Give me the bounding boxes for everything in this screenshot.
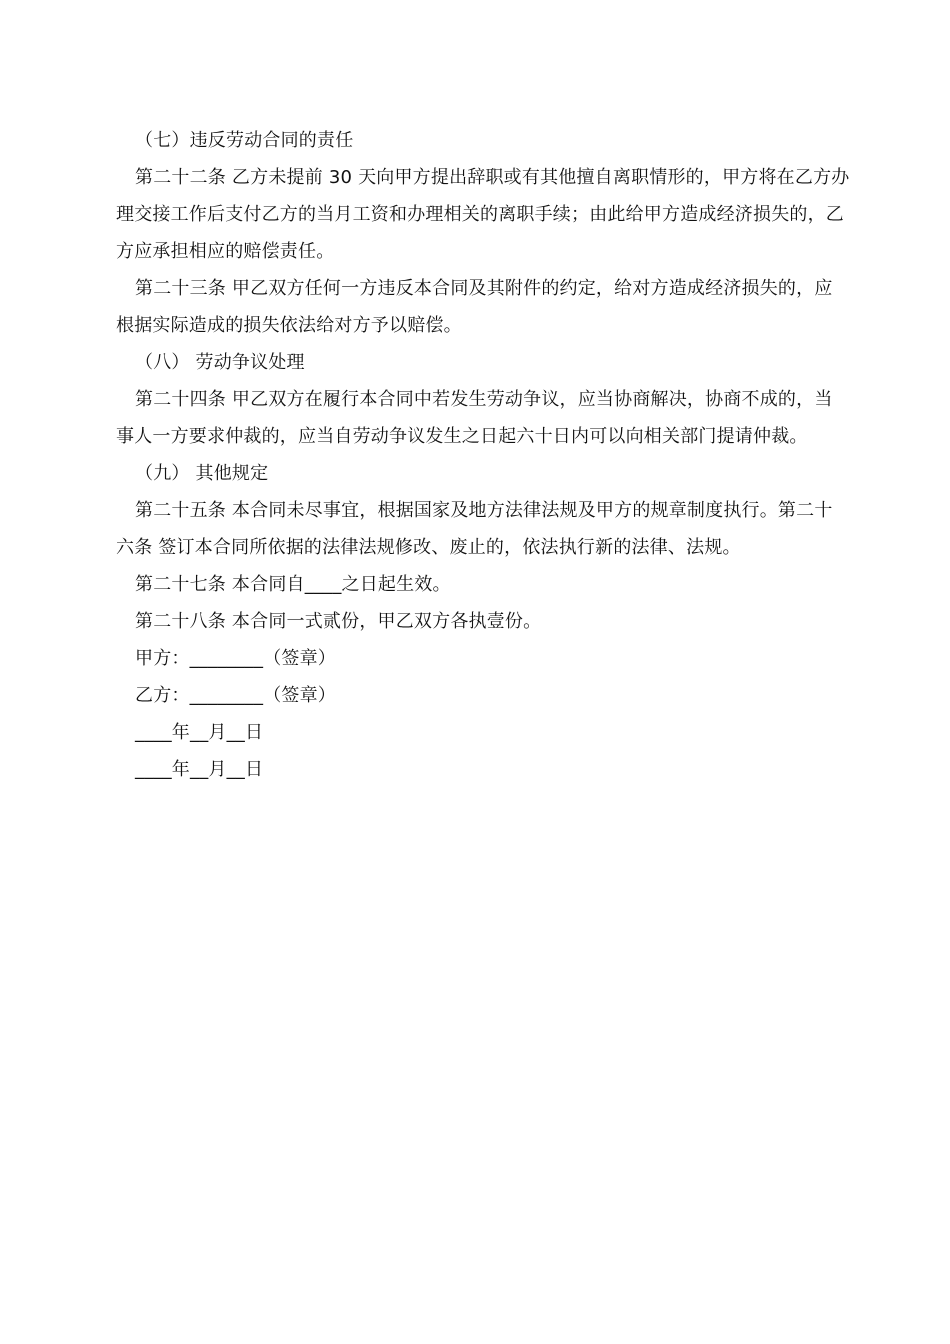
article-25-26: 第二十五条 本合同未尽事宜，根据国家及地方法律法规及甲方的规章制度执行。第二十六条 签订本合同所依据的法律法规修改、废止的，依法执行新的法律、法规。 bbox=[116, 500, 833, 558]
article-22: 第二十二条 乙方未提前 30 天向甲方提出辞职或有其他擅自离职情形的，甲方将在乙方办理交接工作后支付乙方的当月工资和办理相关的离职手续；由此给甲方造成经济损失的，乙方应承担相应的赔偿责任。 bbox=[116, 167, 850, 262]
article-27: 第二十七条 本合同自____之日起生效。 bbox=[135, 574, 451, 595]
article-24: 第二十四条 甲乙双方在履行本合同中若发生劳动争议，应当协商解决，协商不成的，当事人一方要求仲裁的，应当自劳动争议发生之日起六十日内可以向相关部门提请仲裁。 bbox=[116, 389, 833, 447]
article-28: 第二十八条 本合同一式贰份，甲乙双方各执壹份。 bbox=[135, 611, 542, 632]
section-heading-9: （九） 其他规定 bbox=[135, 463, 269, 484]
section-heading-8: （八） 劳动争议处理 bbox=[135, 352, 305, 373]
document-body bbox=[116, 122, 850, 788]
date-line-2: ____年__月__日 bbox=[135, 759, 264, 780]
date-line-1: ____年__月__日 bbox=[135, 722, 264, 743]
party-a-signature-line: 甲方：________（签章） bbox=[135, 648, 336, 669]
section-heading-7: （七）违反劳动合同的责任 bbox=[135, 130, 354, 151]
party-b-signature-line: 乙方：________（签章） bbox=[135, 685, 336, 706]
article-23: 第二十三条 甲乙双方任何一方违反本合同及其附件的约定，给对方造成经济损失的，应根据实际造成的损失依法给对方予以赔偿。 bbox=[116, 278, 833, 336]
